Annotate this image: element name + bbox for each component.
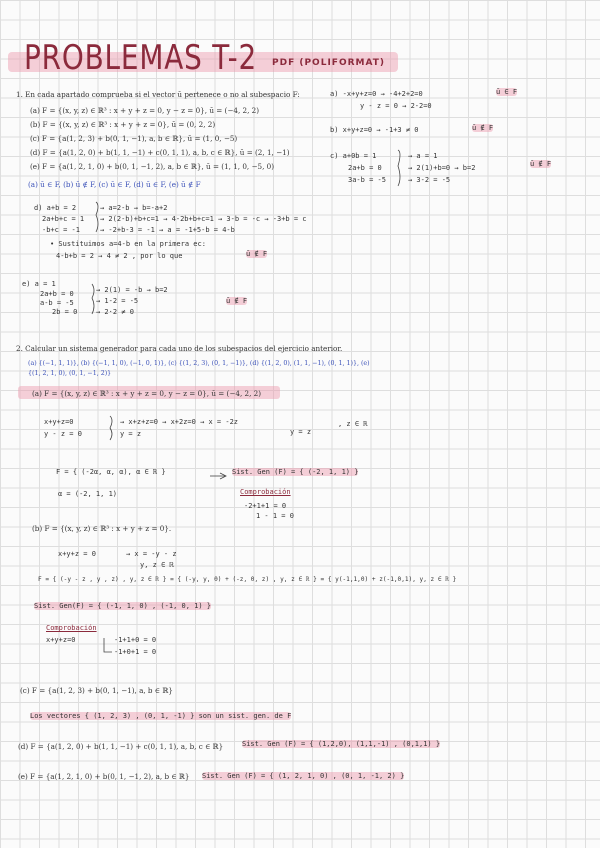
p2c-heading: (c) F = {a(1, 2, 3) + b(0, 1, −1), a, b ∈ ℝ} <box>20 686 173 695</box>
brace-p2a <box>110 416 112 440</box>
p1e-line4: 2b = 0 <box>52 308 78 316</box>
p2c-answer: Los vectores { (1, 2, 3) , (0, 1, -1) } son un sist. gen. de F <box>30 712 292 720</box>
p1c-line3-result: → 3-2 = -5 <box>408 176 451 184</box>
p2a-check1: -2+1+1 = 0 <box>244 502 287 510</box>
p1c-result: ū ∉ F <box>530 160 552 168</box>
p2a-comp: Comprobación <box>240 488 291 496</box>
p1d-line3-result: → -2+b-3 = -1 → a = -1+5-b = 4-b <box>100 226 235 234</box>
p1d-line3: -b+c = -1 <box>42 226 80 234</box>
p2e-answer: Sist. Gen (F) = { (1, 2, 1, 0) , (0, 1, -1, 2) } <box>202 772 405 780</box>
p1e-line4-result: → 2·2 ≠ 0 <box>96 308 134 316</box>
p2b-comp: Comprobación <box>46 624 97 632</box>
problem2-answers: (a) {(−1, 1, 1)}, (b) {(−1, 1, 0), (−1, 0, 1)}, (c) {(1, 2, 3), (0, 1, −1)}, (d) {(1, 2, 0), (1, 1, −1), (0, 1, 1)}, (e) <box>28 360 370 367</box>
problem1-item-c: (c) F = {a(1, 2, 3) + b(0, 1, −1), a, b ∈ ℝ}, ū = (1, 0, −5) <box>30 134 238 143</box>
problem1-item-d: (d) F = {a(1, 2, 0) + b(1, 1, −1) + c(0, 1, 1), a, b, c ∈ ℝ}, ū = (2, 1, −1) <box>30 148 290 157</box>
p1c-line3: 3a-b = -5 <box>348 176 386 184</box>
p2a-sys2: y - z = 0 <box>44 430 82 438</box>
p2b-sys2: y, z ∈ ℝ <box>140 561 174 569</box>
problem1-answers: (a) ū ∈ F, (b) ū ∉ F, (c) ū ∈ F, (d) ū ∈ F, (e) ū ∉ F <box>28 180 201 189</box>
p2b-check0: x+y+z=0 <box>46 636 76 644</box>
arrow-head-p2a <box>220 473 226 479</box>
p2a-sys3: y = z <box>290 428 312 436</box>
p2a-alpha: α = (-2, 1, 1) <box>58 490 118 498</box>
problem1-item-a: (a) F = {(x, y, z) ∈ ℝ³ : x + y + z = 0, y − z = 0}, ū = (−4, 2, 2) <box>30 106 260 115</box>
brace-p1c <box>398 150 400 186</box>
p1d-line1-result: → a=2-b → b=-a+2 <box>100 204 168 212</box>
p2b-sys1: x+y+z = 0 <box>58 550 96 558</box>
p1a-line1: a) -x+y+z=0 → -4+2+2=0 <box>330 90 423 98</box>
problem1-statement: 1. En cada apartado comprueba si el vector ū pertenece o no al subespacio F: <box>16 90 300 99</box>
p1b-result: ū ∉ F <box>472 124 494 132</box>
p2b-heading: (b) F = {(x, y, z) ∈ ℝ³ : x + y + z = 0}. <box>32 524 172 533</box>
p1d-result: ū ∉ F <box>246 250 268 258</box>
p1a-line2: y - z = 0 → 2-2=0 <box>360 102 432 110</box>
p1c-line2-result: → 2(1)+b=0 → b=2 <box>408 164 476 172</box>
page-title: PROBLEMAS T-2 <box>24 38 258 78</box>
p1e-line2: 2a+b = 0 <box>40 290 74 298</box>
p2a-check2: 1 - 1 = 0 <box>256 512 294 520</box>
p1e-result: ū ∉ F <box>226 297 248 305</box>
p1d-line2: 2a+b+c = 1 <box>42 215 85 223</box>
p2a-gen: Sist. Gen (F) = { (-2, 1, 1) } <box>232 468 359 476</box>
p2a-sys1: x+y+z=0 <box>44 418 74 426</box>
brace-p1d <box>96 202 98 232</box>
page-subtitle: PDF (POLIFORMAT) <box>272 58 385 68</box>
p2b-sys1-result: → x = -y - z <box>126 550 177 558</box>
p1b-line1: b) x+y+z=0 → -1+3 ≠ 0 <box>330 126 419 134</box>
p1a-result: ū ∈ F <box>496 88 518 96</box>
p2a-sys1-result: → x+z+z=0 → x+2z=0 → x = -2z <box>120 418 239 426</box>
p1e-line3: a-b = -5 <box>40 299 74 307</box>
p2d-answer: Sist. Gen (F) = { (1,2,0), (1,1,-1) , (0,1,1) } <box>242 740 441 748</box>
p1c-line1-result: → a = 1 <box>408 152 438 160</box>
p1e-line1: e) a = 1 <box>22 280 56 288</box>
p2a-F: F = { (-2α, α, α), α ∈ ℝ } <box>56 468 166 476</box>
brace-p1e <box>92 284 94 314</box>
p2b-gen: Sist. Gen(F) = { (-1, 1, 0) , (-1, 0, 1) } <box>34 602 212 610</box>
p1d-line1: d) a+b = 2 <box>34 204 77 212</box>
p1d-line4: • Sustituimos a=4-b en la primera ec: <box>50 240 206 248</box>
p2b-check2: -1+0+1 = 0 <box>114 648 157 656</box>
p1d-line2-result: → 2(2-b)+b+c=1 → 4-2b+b+c=1 → 3-b = -c → -3+b = c <box>100 215 307 223</box>
p1c-line2: 2a+b = 0 <box>348 164 382 172</box>
p2d-heading: (d) F = {a(1, 2, 0) + b(1, 1, −1) + c(0, 1, 1), a, b, c ∈ ℝ} <box>18 742 224 751</box>
p2b-check1: -1+1+0 = 0 <box>114 636 157 644</box>
p2b-F: F = { (-y - z , y , z) , y, z ∈ ℝ } = { (-y, y, 0) + (-z, 0, z) , y, z ∈ ℝ } = { y(-1,1,0) + z(-1,0,1), y, z ∈ ℝ } <box>38 576 457 583</box>
p1e-line3-result: → 1-2 = -5 <box>96 297 139 305</box>
p1e-line2-result: → 2(1) = -b → b=2 <box>96 286 168 294</box>
problem1-item-b: (b) F = {(x, y, z) ∈ ℝ³ : x + y + z = 0}, ū = (0, 2, 2) <box>30 120 216 129</box>
problem2-statement: 2. Calcular un sistema generador para cada uno de los subespacios del ejercicio anterior. <box>16 344 343 353</box>
arrow-p2b <box>104 638 112 652</box>
problem1-item-e: (e) F = {a(1, 2, 1, 0) + b(0, 1, −1, 2), a, b ∈ ℝ}, ū = (1, 1, 0, −5, 0) <box>30 162 275 171</box>
p1d-line5: 4-b+b = 2 → 4 ≠ 2 , por lo que <box>56 252 183 260</box>
p2a-sys4: , z ∈ ℝ <box>338 420 368 428</box>
p2a-heading: (a) F = {(x, y, z) ∈ ℝ³ : x + y + z = 0, y − z = 0}, ū = (−4, 2, 2) <box>32 389 262 398</box>
p1c-line1: c) a+0b = 1 <box>330 152 377 160</box>
p2e-heading: (e) F = {a(1, 2, 1, 0) + b(0, 1, −1, 2), a, b ∈ ℝ} <box>18 772 190 781</box>
problem2-answers-cont: {(1, 2, 1, 0), (0, 1, −1, 2)} <box>28 370 112 377</box>
p2a-sys2-result: y = z <box>120 430 142 438</box>
